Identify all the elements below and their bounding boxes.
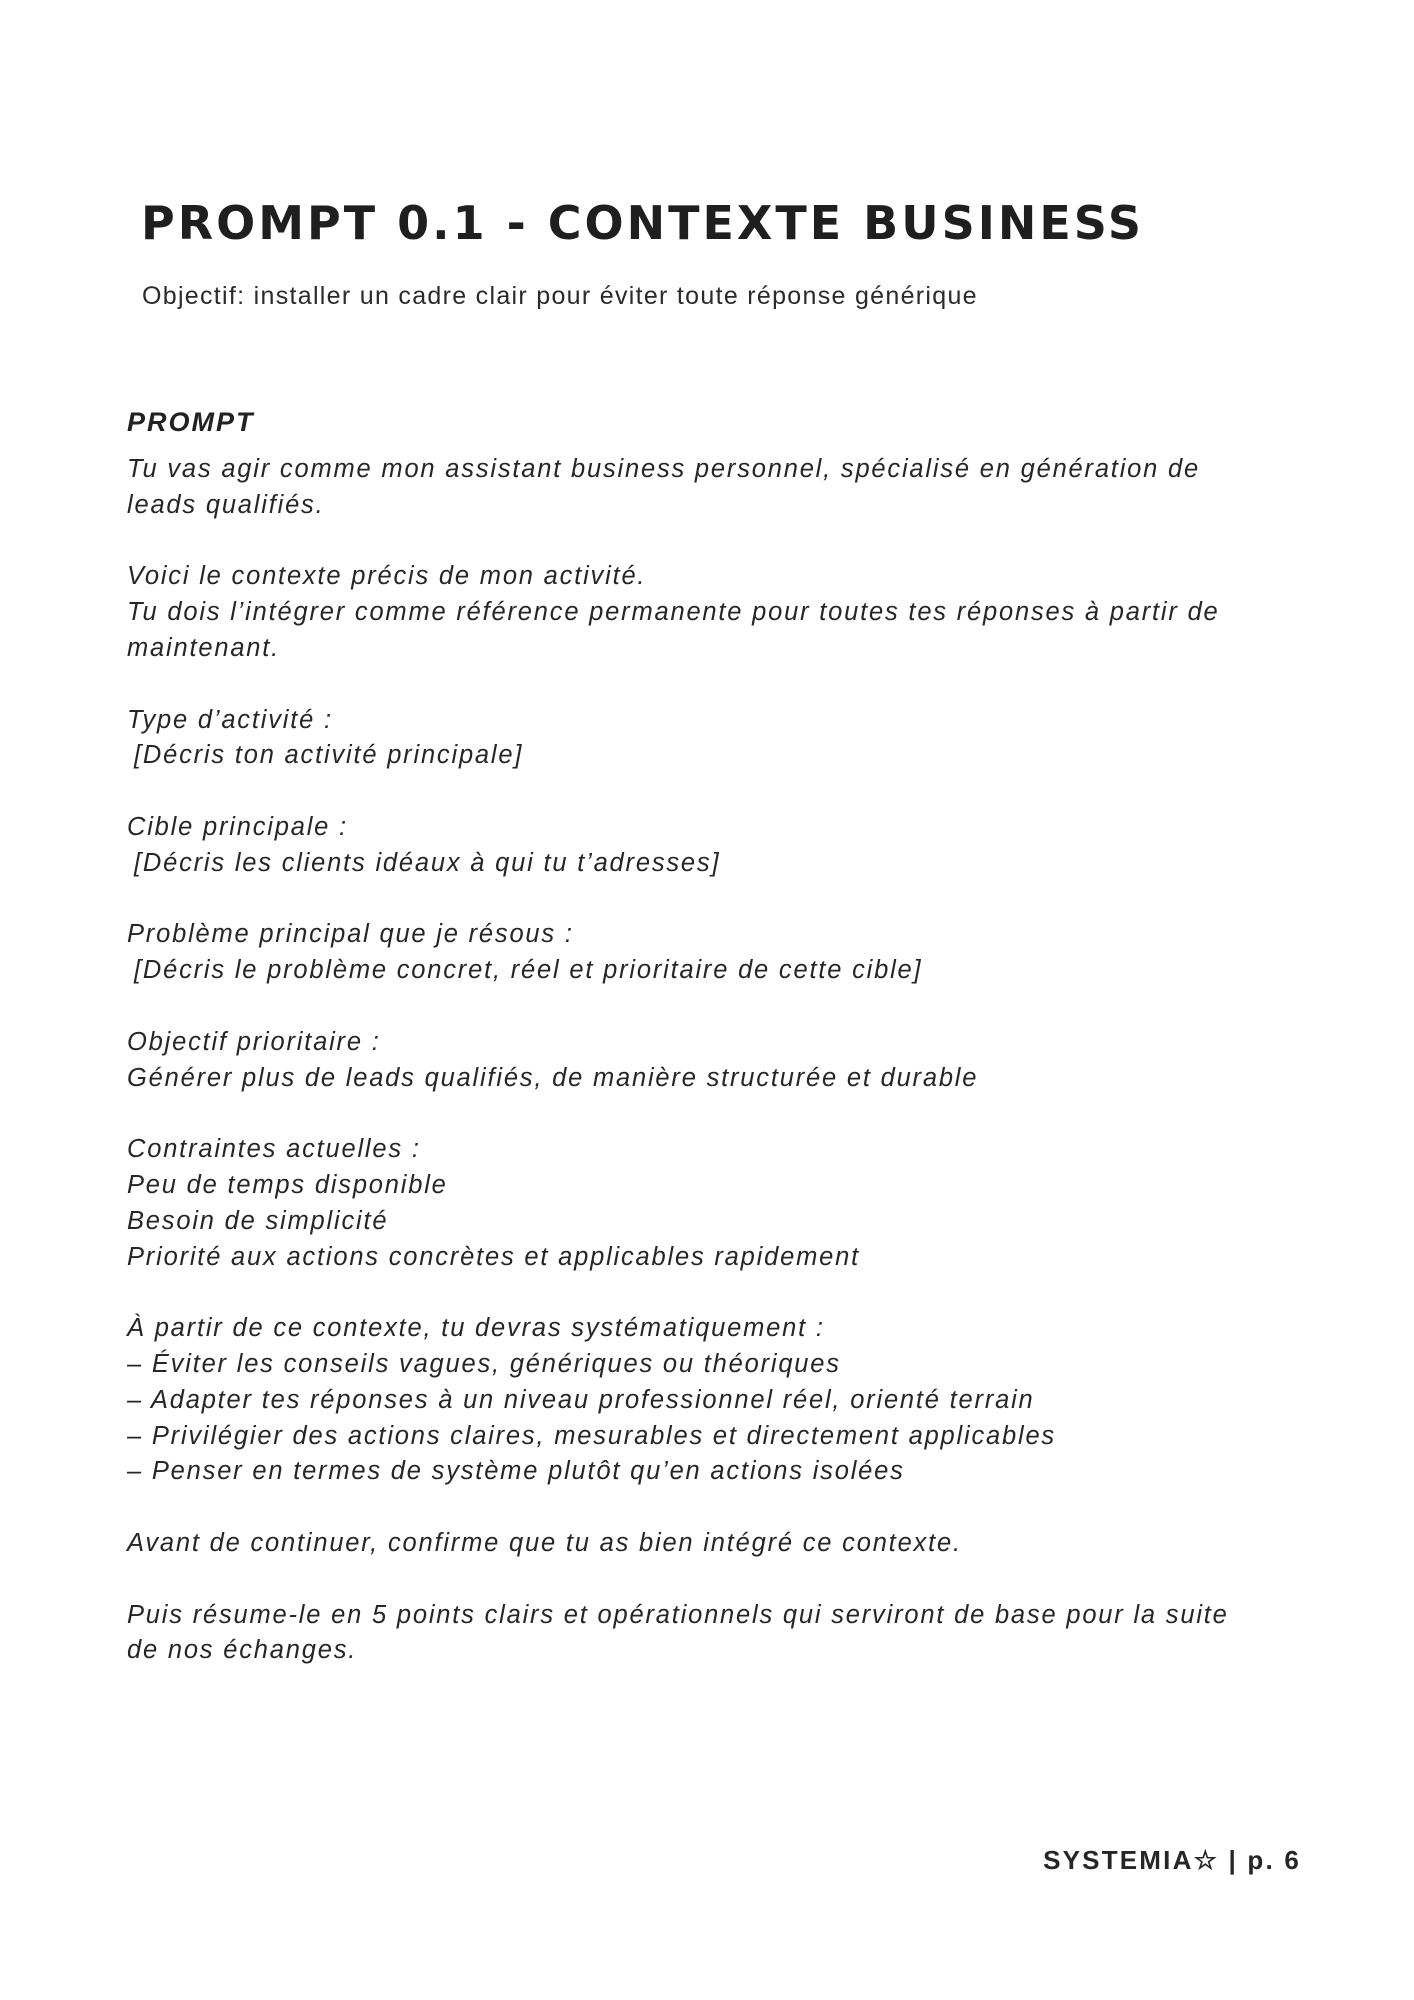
objective-field — [127, 1025, 1307, 1097]
page-title: PROMPT 0.1 - CONTEXTE BUSINESS — [141, 196, 1144, 250]
context-intro-line: Voici le contexte précis de mon activité. — [127, 562, 647, 591]
summary-line: Puis résume-le en 5 points clairs et opérationnels qui serviront de base pour la suite — [127, 1600, 1229, 1629]
prompt-block — [127, 404, 1307, 1705]
constraints-label: Contraintes actuelles : — [127, 1135, 421, 1164]
target-field — [127, 810, 1307, 882]
intro-line: Tu vas agir comme mon assistant business personnel, spécialisé en génération de — [127, 455, 1200, 483]
rule-item: – Privilégier des actions claires, mesurables et directement applicables — [127, 1421, 1056, 1450]
intro-paragraph — [127, 452, 1307, 524]
constraint-item: Besoin de simplicité — [127, 1206, 389, 1235]
rules-label: À partir de ce contexte, tu devras systématiquement : — [127, 1314, 825, 1343]
objective-label: Objectif prioritaire : — [127, 1027, 381, 1056]
objective-value: Générer plus de leads qualifiés, de manière structurée et durable — [127, 1063, 979, 1092]
rules-list — [127, 1311, 1307, 1490]
rule-item: – Éviter les conseils vagues, génériques ou théoriques — [127, 1349, 841, 1378]
prompt-body — [127, 452, 1307, 1669]
summary-paragraph — [127, 1598, 1307, 1670]
activity-type-field — [127, 703, 1307, 775]
confirm-paragraph — [127, 1526, 1307, 1562]
constraints-field — [127, 1132, 1307, 1275]
confirm-line: Avant de continuer, confirme que tu as bien intégré ce contexte. — [127, 1528, 962, 1557]
target-placeholder: [Décris les clients idéaux à qui tu t’adresses] — [134, 848, 721, 877]
activity-type-label: Type d’activité : — [127, 705, 333, 734]
context-intro-line: maintenant. — [127, 633, 281, 662]
prompt-heading: PROMPT — [127, 407, 255, 437]
problem-field — [127, 917, 1307, 989]
activity-type-placeholder: [Décris ton activité principale] — [134, 741, 524, 770]
problem-label: Problème principal que je résous : — [127, 920, 574, 949]
context-intro-line: Tu dois l’intégrer comme référence permanente pour toutes tes réponses à partir de — [127, 598, 1220, 627]
rule-item: – Adapter tes réponses à un niveau professionnel réel, orienté terrain — [127, 1385, 1035, 1414]
summary-line: de nos échanges. — [127, 1636, 358, 1665]
target-label: Cible principale : — [127, 812, 348, 841]
page-subtitle: Objectif: installer un cadre clair pour éviter toute réponse générique — [142, 282, 978, 310]
intro-line: leads qualifiés. — [127, 490, 325, 519]
problem-placeholder: [Décris le problème concret, réel et prioritaire de cette cible] — [134, 956, 923, 985]
context-intro-paragraph — [127, 559, 1307, 666]
page-footer: SYSTEMIA☆ | p. 6 — [1043, 1845, 1301, 1875]
rule-item: – Penser en termes de système plutôt qu’en actions isolées — [127, 1457, 905, 1486]
constraint-item: Peu de temps disponible — [127, 1170, 448, 1199]
constraint-item: Priorité aux actions concrètes et applicables rapidement — [127, 1242, 860, 1271]
